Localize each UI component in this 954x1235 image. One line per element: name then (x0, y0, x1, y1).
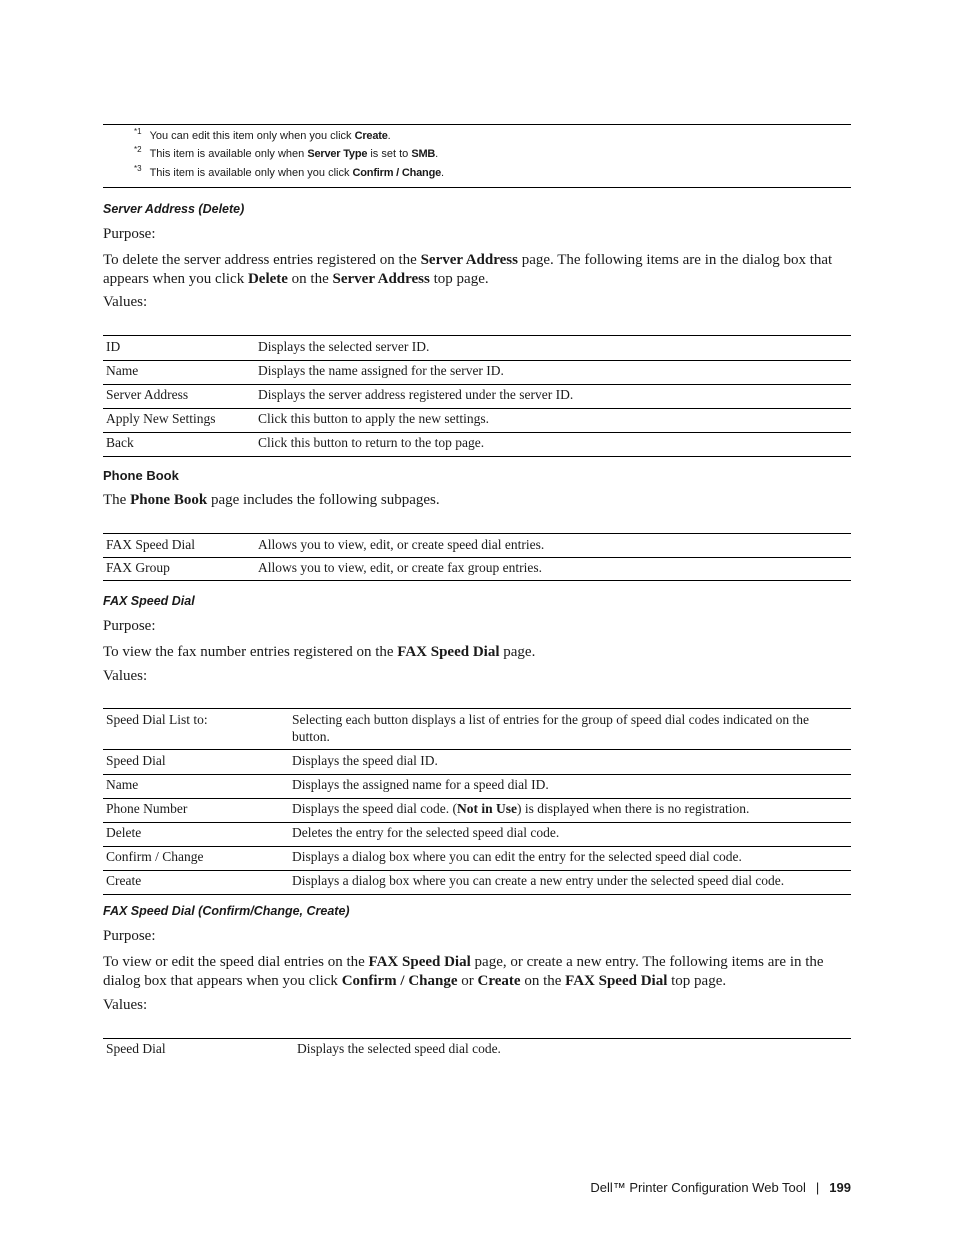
footnote-term: SMB (411, 148, 436, 160)
footnote-text: . (441, 167, 445, 179)
values-label: Values: (103, 668, 148, 684)
table-value: Displays the name assigned for the server ID. (255, 361, 851, 385)
footnote-text: . (387, 130, 391, 142)
fax-speed-dial-description (103, 643, 853, 662)
table-top-rule (103, 1038, 851, 1039)
table-value: Click this button to return to the top page. (255, 433, 851, 457)
purpose-label: Purpose: (103, 226, 156, 242)
text: on the (520, 973, 566, 989)
table-row (103, 871, 851, 895)
footnote-text: This item is available only when (149, 148, 308, 160)
table-row (103, 847, 851, 871)
table-row (103, 709, 851, 750)
page-footer (590, 1180, 851, 1195)
table-key: FAX Speed Dial (103, 534, 255, 558)
table-key: Apply New Settings (103, 409, 255, 433)
section-heading-fax-speed-dial-edit: FAX Speed Dial (Confirm/Change, Create) (103, 904, 350, 918)
table-value: Displays the server address registered under the server ID. (255, 385, 851, 409)
table-value: Displays the assigned name for a speed dial ID. (289, 775, 851, 799)
section-heading-phone-book: Phone Book (103, 468, 179, 483)
table-key: Speed Dial List to: (103, 709, 289, 750)
table-row (103, 823, 851, 847)
table-value: Deletes the entry for the selected speed dial code. (289, 823, 851, 847)
footnote-top-rule (103, 124, 851, 125)
text: page, or create a new entry. The following items are in the dialog box that appears when you click (103, 954, 824, 989)
purpose-label: Purpose: (103, 618, 156, 634)
table-key: Delete (103, 823, 289, 847)
text: page includes the following subpages. (207, 492, 440, 508)
text: The (103, 492, 131, 508)
ui-term: Phone Book (130, 492, 208, 508)
phone-book-description (103, 491, 853, 510)
ui-term: Not in Use (456, 801, 517, 816)
text: top page. (429, 271, 489, 287)
table-key: Back (103, 433, 255, 457)
footnote-bottom-rule (103, 187, 851, 188)
table-row (103, 361, 851, 385)
table-value: Displays the speed dial ID. (289, 750, 851, 775)
table-key: ID (103, 336, 255, 361)
footer-title: Dell™ Printer Configuration Web Tool (590, 1180, 806, 1195)
ui-term: Confirm / Change (341, 973, 458, 989)
server-delete-values-table (103, 335, 851, 457)
footnote-2 (134, 145, 439, 160)
fax-speed-dial-values-table (103, 708, 851, 895)
page-number: 199 (829, 1180, 851, 1195)
table-value: Displays a dialog box where you can edit the entry for the selected speed dial code. (289, 847, 851, 871)
footnote-text: This item is available only when you click (149, 167, 353, 179)
footnote-term: Create (354, 130, 388, 142)
footnote-mark: *3 (134, 164, 142, 173)
text: To view or edit the speed dial entries on the (103, 954, 369, 970)
server-delete-description (103, 251, 853, 289)
footnote-term: Server Type (307, 148, 368, 160)
footnote-text: is set to (367, 148, 412, 160)
text: page. (499, 644, 536, 660)
table-key: Speed Dial (103, 750, 289, 775)
text: top page. (667, 973, 727, 989)
table-key: Name (103, 775, 289, 799)
footnote-text: You can edit this item only when you click (149, 130, 355, 142)
table-value: Displays a dialog box where you can create a new entry under the selected speed dial code. (289, 871, 851, 895)
footnote-mark: *1 (134, 127, 142, 136)
table-key: Create (103, 871, 289, 895)
table-row (103, 409, 851, 433)
text: To view the fax number entries registered on the (103, 644, 398, 660)
table-key: Speed Dial (106, 1041, 166, 1056)
table-value: Allows you to view, edit, or create speed dial entries. (255, 534, 851, 558)
table-key: Name (103, 361, 255, 385)
footnote-text: . (435, 148, 439, 160)
text: on the (287, 271, 333, 287)
text: ) is displayed when there is no registration. (516, 801, 750, 816)
table-value: Displays the selected server ID. (255, 336, 851, 361)
table-value: Displays the selected speed dial code. (297, 1041, 501, 1056)
table-value: Selecting each button displays a list of entries for the group of speed dial codes indicated on the button. (289, 709, 851, 750)
table-value: Allows you to view, edit, or create fax group entries. (255, 558, 851, 581)
ui-term: FAX Speed Dial (397, 644, 500, 660)
text: To delete the server address entries registered on the (103, 252, 421, 268)
text: Displays the speed dial code. ( (292, 801, 457, 816)
ui-term: Server Address (420, 252, 518, 268)
ui-term: Server Address (332, 271, 430, 287)
table-key: Server Address (103, 385, 255, 409)
table-key: Phone Number (103, 799, 289, 823)
ui-term: Create (477, 973, 521, 989)
table-key: Confirm / Change (103, 847, 289, 871)
purpose-label: Purpose: (103, 928, 156, 944)
footnote-3 (134, 164, 445, 179)
footer-separator: | (815, 1180, 820, 1195)
table-row (103, 433, 851, 457)
values-label: Values: (103, 997, 148, 1013)
phone-book-subpages-table (103, 533, 851, 581)
section-heading-server-address-delete: Server Address (Delete) (103, 202, 245, 216)
table-row (103, 799, 851, 823)
ui-term: Delete (247, 271, 288, 287)
footnote-term: Confirm / Change (352, 167, 442, 179)
table-row (103, 336, 851, 361)
fax-speed-dial-edit-description (103, 953, 853, 991)
table-row (103, 385, 851, 409)
table-row (103, 534, 851, 558)
table-row (103, 775, 851, 799)
table-key: FAX Group (103, 558, 255, 581)
table-value (289, 799, 851, 823)
table-row (103, 750, 851, 775)
section-heading-fax-speed-dial: FAX Speed Dial (103, 594, 195, 608)
ui-term: FAX Speed Dial (368, 954, 471, 970)
footnote-1 (134, 127, 391, 142)
footnote-mark: *2 (134, 145, 142, 154)
text: page. The following items are in the dialog box that appears when you click (103, 252, 833, 287)
values-label: Values: (103, 294, 148, 310)
ui-term: FAX Speed Dial (565, 973, 668, 989)
table-row (103, 558, 851, 581)
text: or (457, 973, 478, 989)
table-value: Click this button to apply the new settings. (255, 409, 851, 433)
